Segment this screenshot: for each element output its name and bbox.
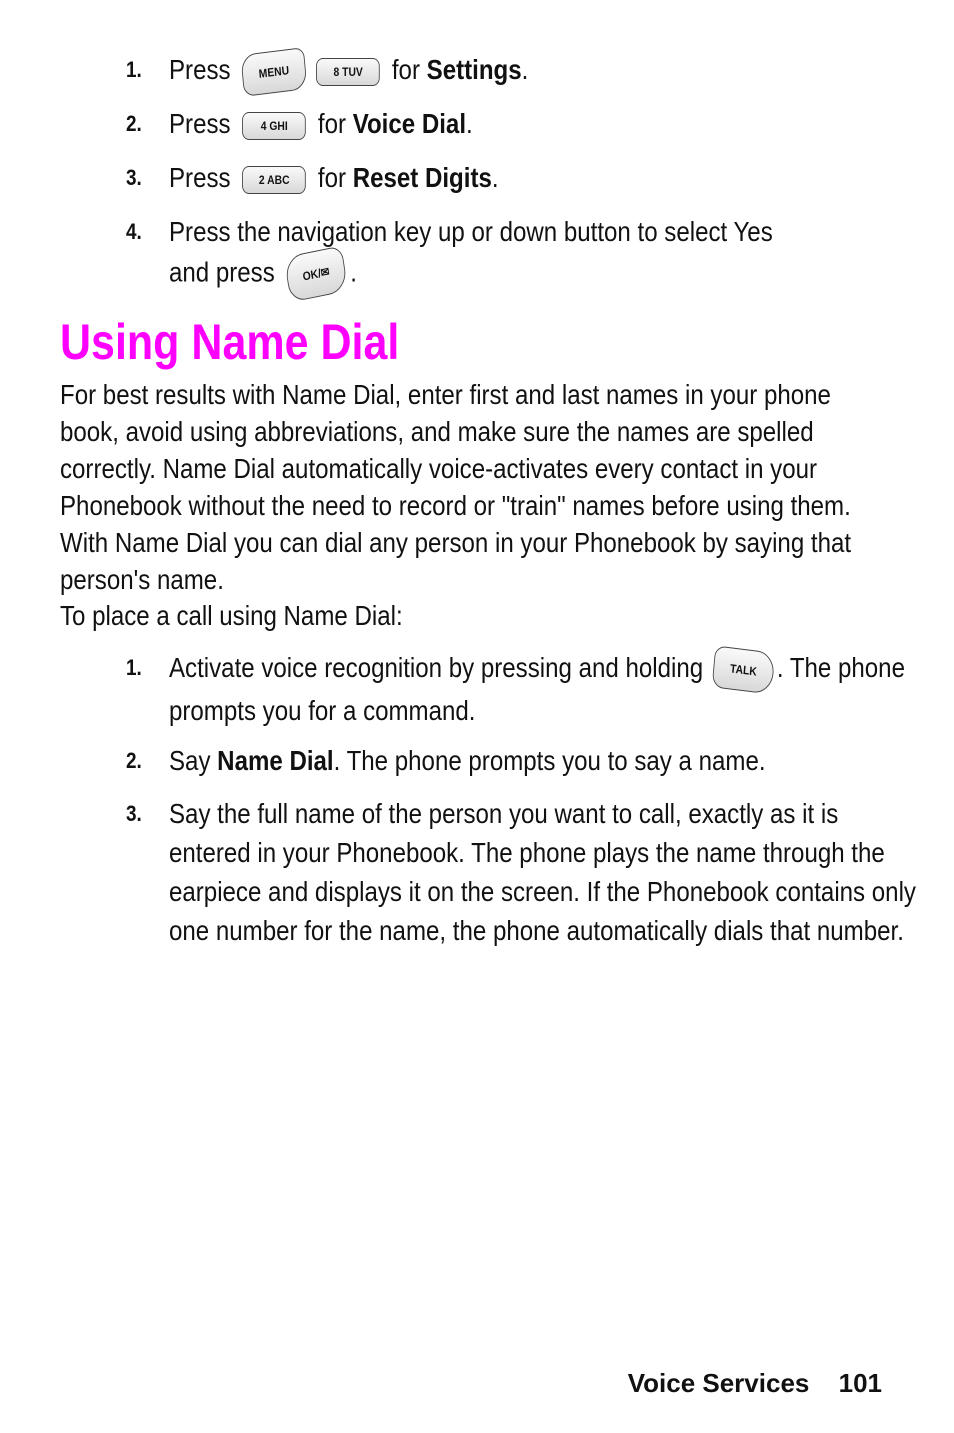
menu-key-icon [241,47,308,97]
step-text [169,104,926,143]
key-label: 8 TUV [333,64,363,79]
ok-key-icon [284,245,348,302]
key-2-icon [242,166,306,194]
step-target: Reset Digits [352,162,492,193]
for-word: for [317,162,347,193]
period: . [521,54,529,85]
for-word: for [391,54,420,85]
key-8-icon [316,58,380,86]
key-label: 4 GHI [260,118,288,133]
step-number: 3. [126,801,142,826]
step-number: 1. [126,655,142,680]
step-number: 3. [126,165,142,190]
step-text [169,158,926,197]
step-line: Activate voice recognition by pressing and holding [169,652,704,683]
key-4-icon [242,112,306,140]
step-text: Say the full name of the person you want to call, exactly as it is entered in your Phonebook. The phone plays the name through the earpiece and displays it on the screen. If the Phonebook contains only one number for the name, the phone automatically dials that number. [169,798,916,946]
say-word: Say [169,745,211,776]
step-number: 1. [126,57,142,82]
step-text [169,50,926,93]
step-rest: . The phone prompts you to say a name. [333,745,766,776]
step-line: and press [169,256,275,288]
step-target: Voice Dial [352,108,467,139]
press-word: Press [169,162,231,193]
key-label: MENU [258,62,290,81]
intro-paragraph: For best results with Name Dial, enter first and last names in your phone book, avoid using abbreviations, and make sure the names are spelled correctly. Name Dial automatically voice-activates every contact in your Phonebook without the need to record or "train" names before using them. With Name Dial you can dial any person in your Phonebook by saying that person's name. [60,379,852,595]
key-label: TALK [729,661,758,679]
step-text [169,741,926,780]
step-number: 2. [126,748,142,773]
key-label: 2 ABC [258,172,290,187]
step-line: Press the navigation key up or down button to select Yes [169,216,773,247]
for-word: for [317,108,347,139]
page-footer [628,1368,882,1399]
step-text [169,212,926,297]
step-target: Settings [426,54,522,85]
period: . [491,162,499,193]
step-line: . The phone prompts you for a command. [169,652,905,726]
lead-in-text: To place a call using Name Dial: [60,600,403,631]
key-label: OK/✉ [301,264,331,284]
step-number: 2. [126,111,142,136]
step-target: Name Dial [217,745,334,776]
press-word: Press [169,108,231,139]
step-number: 4. [126,219,142,244]
step-text [169,648,926,730]
talk-key-icon [712,645,776,694]
press-word: Press [169,54,231,85]
footer-section-title: Voice Services [627,1368,810,1398]
page-number: 101 [838,1368,882,1398]
section-heading: Using Name Dial [60,314,400,370]
period: . [466,108,473,139]
period: . [350,256,357,288]
